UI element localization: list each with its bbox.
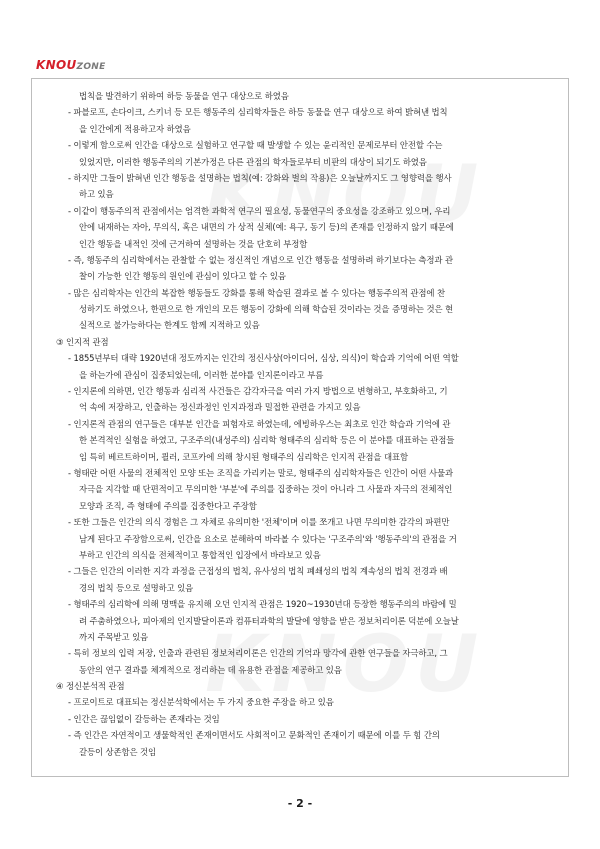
logo-text-knou: KNOU [36,58,77,72]
text-line: - 그들은 인간의 이러한 지각 과정을 근접성의 법칙, 유사성의 법칙 폐쇄성의 법칙 계속성의 법칙 전경과 배 [68,566,448,577]
text-line: - 즉 인간은 자연적이고 생물학적인 존재이면서도 사회적이고 문화적인 존재이기 때문에 이를 두 힘 간의 [68,730,440,741]
text-line: - 인간은 끊임없이 갈등하는 존재라는 것임 [68,713,220,724]
text-line: 성하기도 하였으나, 한편으로 한 개인의 모든 행동이 강화에 의해 학습된 것이라는 것을 증명하는 것은 현 [79,304,454,315]
text-line: 인간 행동을 내적인 것에 근거하여 설명하는 것을 단호히 부정함 [79,238,308,249]
text-line: 을 인간에게 적용하고자 하였음 [79,123,191,134]
text-line: ③ 인지적 관점 [56,336,109,347]
text-line: 까지 주목받고 있음 [79,631,149,642]
text-line: - 프로이트로 대표되는 정신분석학에서는 두 가지 중요한 주장을 하고 있음 [68,697,334,708]
text-line: - 형태주의 심리학에 의해 명맥을 유지해 오던 인지적 관점은 1920~1930년대 등장한 행동주의의 바람에 밀 [68,599,457,610]
text-line: 있었지만, 이러한 행동주의의 기본가정은 다른 관점의 학자들로부터 비판의 대상이 되기도 하였음 [79,156,427,167]
page-number: - 2 - [287,797,313,810]
text-line: - 이렇게 함으로써 인간을 대상으로 실험하고 연구할 때 발생할 수 있는 윤리적인 문제로부터 안전할 수는 [68,140,443,151]
text-line: ④ 정신분석적 관점 [56,681,125,692]
text-line: 모양과 조직, 즉 형태에 주의를 집중한다고 주장함 [79,500,257,511]
text-line: - 즉, 행동주의 심리학에서는 관찰할 수 없는 정신적인 개념으로 인간 행동을 설명하려 하기보다는 측정과 관 [68,254,453,265]
text-line: 을 하는가에 관심이 집중되었는데, 이러한 분야를 인지론이라고 부름 [79,369,324,380]
text-line: - 인지론에 의하면, 인간 행동과 심리적 사건들은 감각자극을 여러 가지 방법으로 변형하고, 부호화하고, 기 [68,386,448,397]
text-line: - 특히 정보의 입력 저장, 인출과 관련된 정보처리이론은 인간의 기억과 망각에 관한 연구들을 자극하고, 그 [68,648,448,659]
text-line: 법칙을 발견하기 위하여 하등 동물을 연구 대상으로 하였음 [79,91,289,101]
text-line: - 인지론적 관점의 연구들은 대부분 인간을 피험자로 하였는데, 에빙하우스는 최초로 인간 학습과 기억에 관 [68,418,451,429]
text-line: 경의 법칙 등으로 설명하고 있음 [79,582,194,593]
document-body [56,88,556,760]
text-line: 찰이 가능한 인간 행동의 원인에 관심이 있다고 할 수 있음 [79,271,286,282]
text-line: - 파블로프, 손다이크, 스키너 등 모든 행동주의 심리학자들은 하등 동물을 연구 대상으로 하여 밝혀낸 법칙 [68,107,448,118]
brand-logo [36,58,106,72]
text-line: - 1855년부터 대략 1920년대 정도까지는 인간의 정신사상(아이디어, 심상, 의식)이 학습과 기억에 어떤 역할 [68,353,459,364]
text-line: 억 속에 저장하고, 인출하는 정신과정인 인지과정과 밀접한 관련을 가지고 있음 [79,402,361,413]
text-line: 부하고 인간의 의식을 전체적이고 통합적인 입장에서 바라보고 있음 [79,549,321,560]
text-line: 남게 된다고 주장함으로써, 인간을 요소로 분해하여 바라볼 수 있다는 '구조주의'와 '행동주의'의 관점을 거 [79,533,457,544]
text-line: 려 주춤하였으나, 피아제의 인지발달이론과 컴퓨터과학의 발달에 영향을 받은 정보처리이론 덕분에 오늘날 [79,615,459,626]
text-line: 실적으로 불가능하다는 한계도 함께 지적하고 있음 [79,320,260,331]
text-line: 안에 내재하는 자아, 무의식, 혹은 내면의 가 상적 실체(예: 욕구, 동기 등)의 존재를 인정하지 않기 때문에 [79,222,454,233]
text-line: 하고 있음 [79,189,114,200]
text-line: - 하지만 그들이 밝혀낸 인간 행동을 설명하는 법칙(예: 강화와 벌의 작용)은 오늘날까지도 그 영향력을 행사 [68,172,452,183]
text-line: - 형태란 어떤 사물의 전체적인 모양 또는 조직을 가리키는 말로, 형태주의 심리학자들은 인간이 어떤 사물과 [68,467,453,478]
text-line: - 이같이 행동주의적 관점에서는 엄격한 과학적 연구의 필요성, 동물연구의 중요성을 강조하고 있으며, 우리 [68,205,451,216]
logo-text-zone: ZONE [76,62,106,72]
text-line: 임 특히 베르트하이머, 쾰러, 코프카에 의해 창시된 형태주의 심리학은 인지적 관점을 대표함 [79,451,408,462]
text-line: 한 본격적인 실험을 하였고, 구조주의(내성주의) 심리학 형태주의 심리학 등은 이 분야를 대표하는 관점들 [79,435,455,446]
text-line: - 또한 그들은 인간의 의식 경험은 그 자체로 유의미한 '전체'이며 이를 쪼개고 나면 무의미한 감각의 파편만 [68,517,450,528]
text-line: 갈등이 상존함은 것임 [79,746,157,757]
text-line: - 많은 심리학자는 인간의 복잡한 행동들도 강화를 통해 학습된 결과로 볼 수 있다는 행동주의적 관점에 찬 [68,287,445,298]
text-line: 자극을 지각할 때 단편적이고 무의미한 '부분'에 주의를 집중하는 것이 아니라 그 사물과 자극의 전체적인 [79,484,453,495]
text-line: 동안의 연구 결과를 체계적으로 정리하는 데 유용한 관점을 제공하고 있음 [79,664,342,675]
